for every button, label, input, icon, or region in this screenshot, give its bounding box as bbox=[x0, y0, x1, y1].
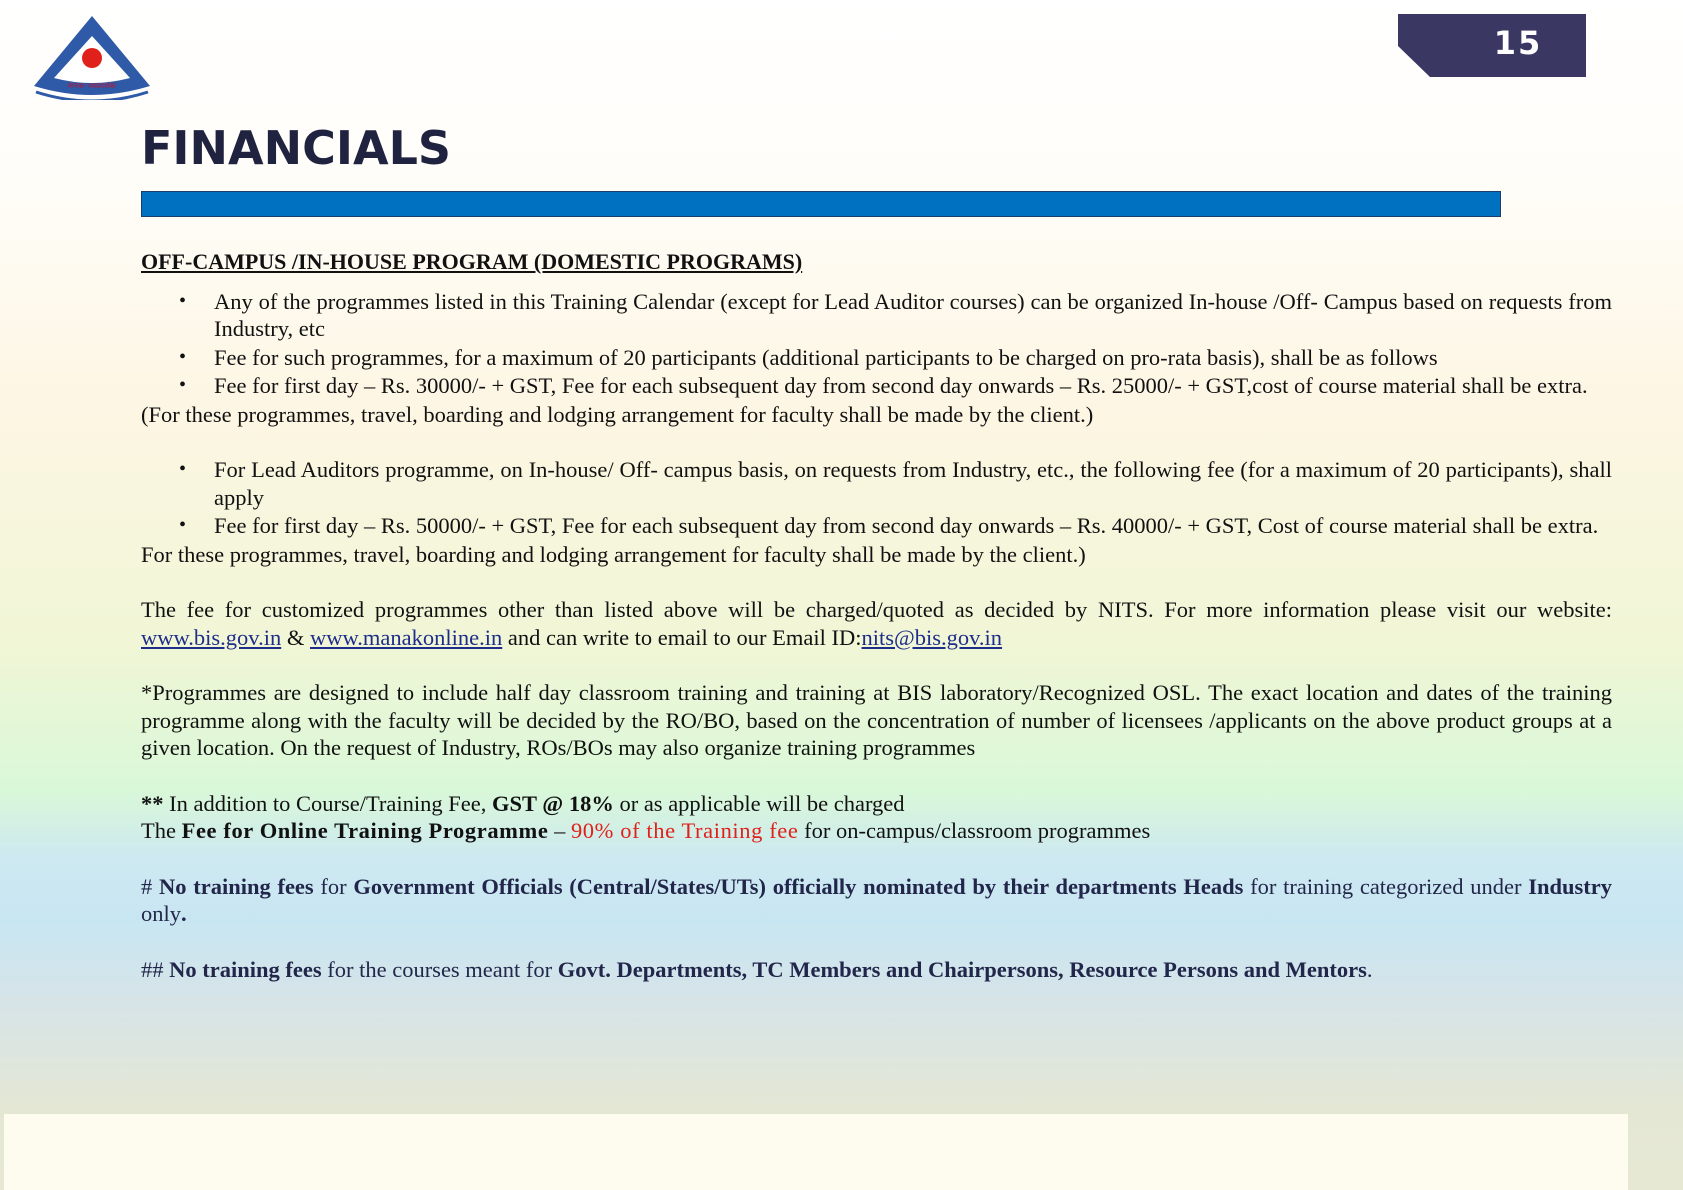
page-number: 15 bbox=[1493, 24, 1543, 62]
online-fee-note: The Fee for Online Training Programme – 90% of the Training fee for on-campus/classroom programmes bbox=[141, 818, 1151, 843]
page-number-badge bbox=[1398, 14, 1586, 77]
section-heading: OFF-CAMPUS /IN-HOUSE PROGRAM (DOMESTIC PROGRAMS) bbox=[141, 249, 803, 274]
bullet-list-inhouse bbox=[141, 288, 1612, 400]
list-item: • Any of the programmes listed in this Training Calendar (except for Lead Auditor courses) can be organized In-house /Off- Campus based on requests from Industry, etc bbox=[179, 288, 1612, 341]
list-item: • Fee for first day – Rs. 30000/- + GST, Fee for each subsequent day from second day onwards – Rs. 25000/- + GST,cost of course material shall be extra. bbox=[179, 373, 1588, 398]
main-content bbox=[141, 248, 1612, 983]
client-arrangement-note-2: For these programmes, travel, boarding and lodging arrangement for faculty shall be made by the client.) bbox=[141, 541, 1086, 567]
client-arrangement-note: (For these programmes, travel, boarding and lodging arrangement for faculty shall be made by the client.) bbox=[141, 401, 1094, 427]
govt-officials-note: # No training fees for Government Officials (Central/States/UTs) officially nominated by their departments Heads for training categorized under Industry only. bbox=[141, 873, 1612, 926]
gst-note: ** In addition to Course/Training Fee, GST @ 18% or as applicable will be charged bbox=[141, 790, 905, 816]
email-link[interactable]: nits@bis.gov.in bbox=[861, 624, 1003, 650]
title-accent-bar bbox=[141, 191, 1501, 217]
bullet-icon: • bbox=[179, 374, 187, 396]
manakonline-link[interactable]: www.manakonline.in bbox=[309, 624, 503, 650]
custom-fee-paragraph: The fee for customized programmes other than listed above will be charged/quoted as decided by NITS. For more information please visit our website: www.bis.gov.in & www.manakonline.in and can write to email to our Email ID:nits@bis.gov.in bbox=[141, 597, 1612, 650]
page-title: FINANCIALS bbox=[141, 121, 452, 175]
logo-motto: मानकः पथप्रदर्शकः bbox=[67, 82, 117, 90]
list-item: • Fee for first day – Rs. 50000/- + GST, Fee for each subsequent day from second day onwards – Rs. 40000/- + GST, Cost of course material shall be extra. bbox=[179, 513, 1599, 538]
tc-members-note: ## No training fees for the courses meant for Govt. Departments, TC Members and Chairpersons, Resource Persons and Mentors. bbox=[141, 956, 1373, 982]
bullet-icon: • bbox=[179, 458, 187, 480]
list-item: • Fee for such programmes, for a maximum of 20 participants (additional participants to be charged on pro-rata basis), shall be as follows bbox=[179, 344, 1438, 370]
programmes-design-note: *Programmes are designed to include half day classroom training and training at BIS laboratory/Recognized OSL. The exact location and dates of the training programme along with the faculty will be decided by the RO/BO, based on the concentration of number of licensees /applicants on the above product groups at a given location. On the request of Industry, ROs/BOs may also organize training programmes bbox=[141, 680, 1612, 760]
bis-website-link[interactable]: www.bis.gov.in bbox=[141, 624, 282, 650]
list-item: • For Lead Auditors programme, on In-house/ Off- campus basis, on requests from Industry, etc., the following fee (for a maximum of 20 participants), shall apply bbox=[179, 457, 1612, 510]
bullet-icon: • bbox=[179, 289, 187, 312]
bullet-icon: • bbox=[179, 345, 187, 368]
footer-panel bbox=[4, 1114, 1628, 1190]
bullet-icon: • bbox=[179, 514, 187, 536]
bullet-list-lead-auditor bbox=[141, 456, 1612, 540]
bis-logo bbox=[30, 14, 154, 100]
